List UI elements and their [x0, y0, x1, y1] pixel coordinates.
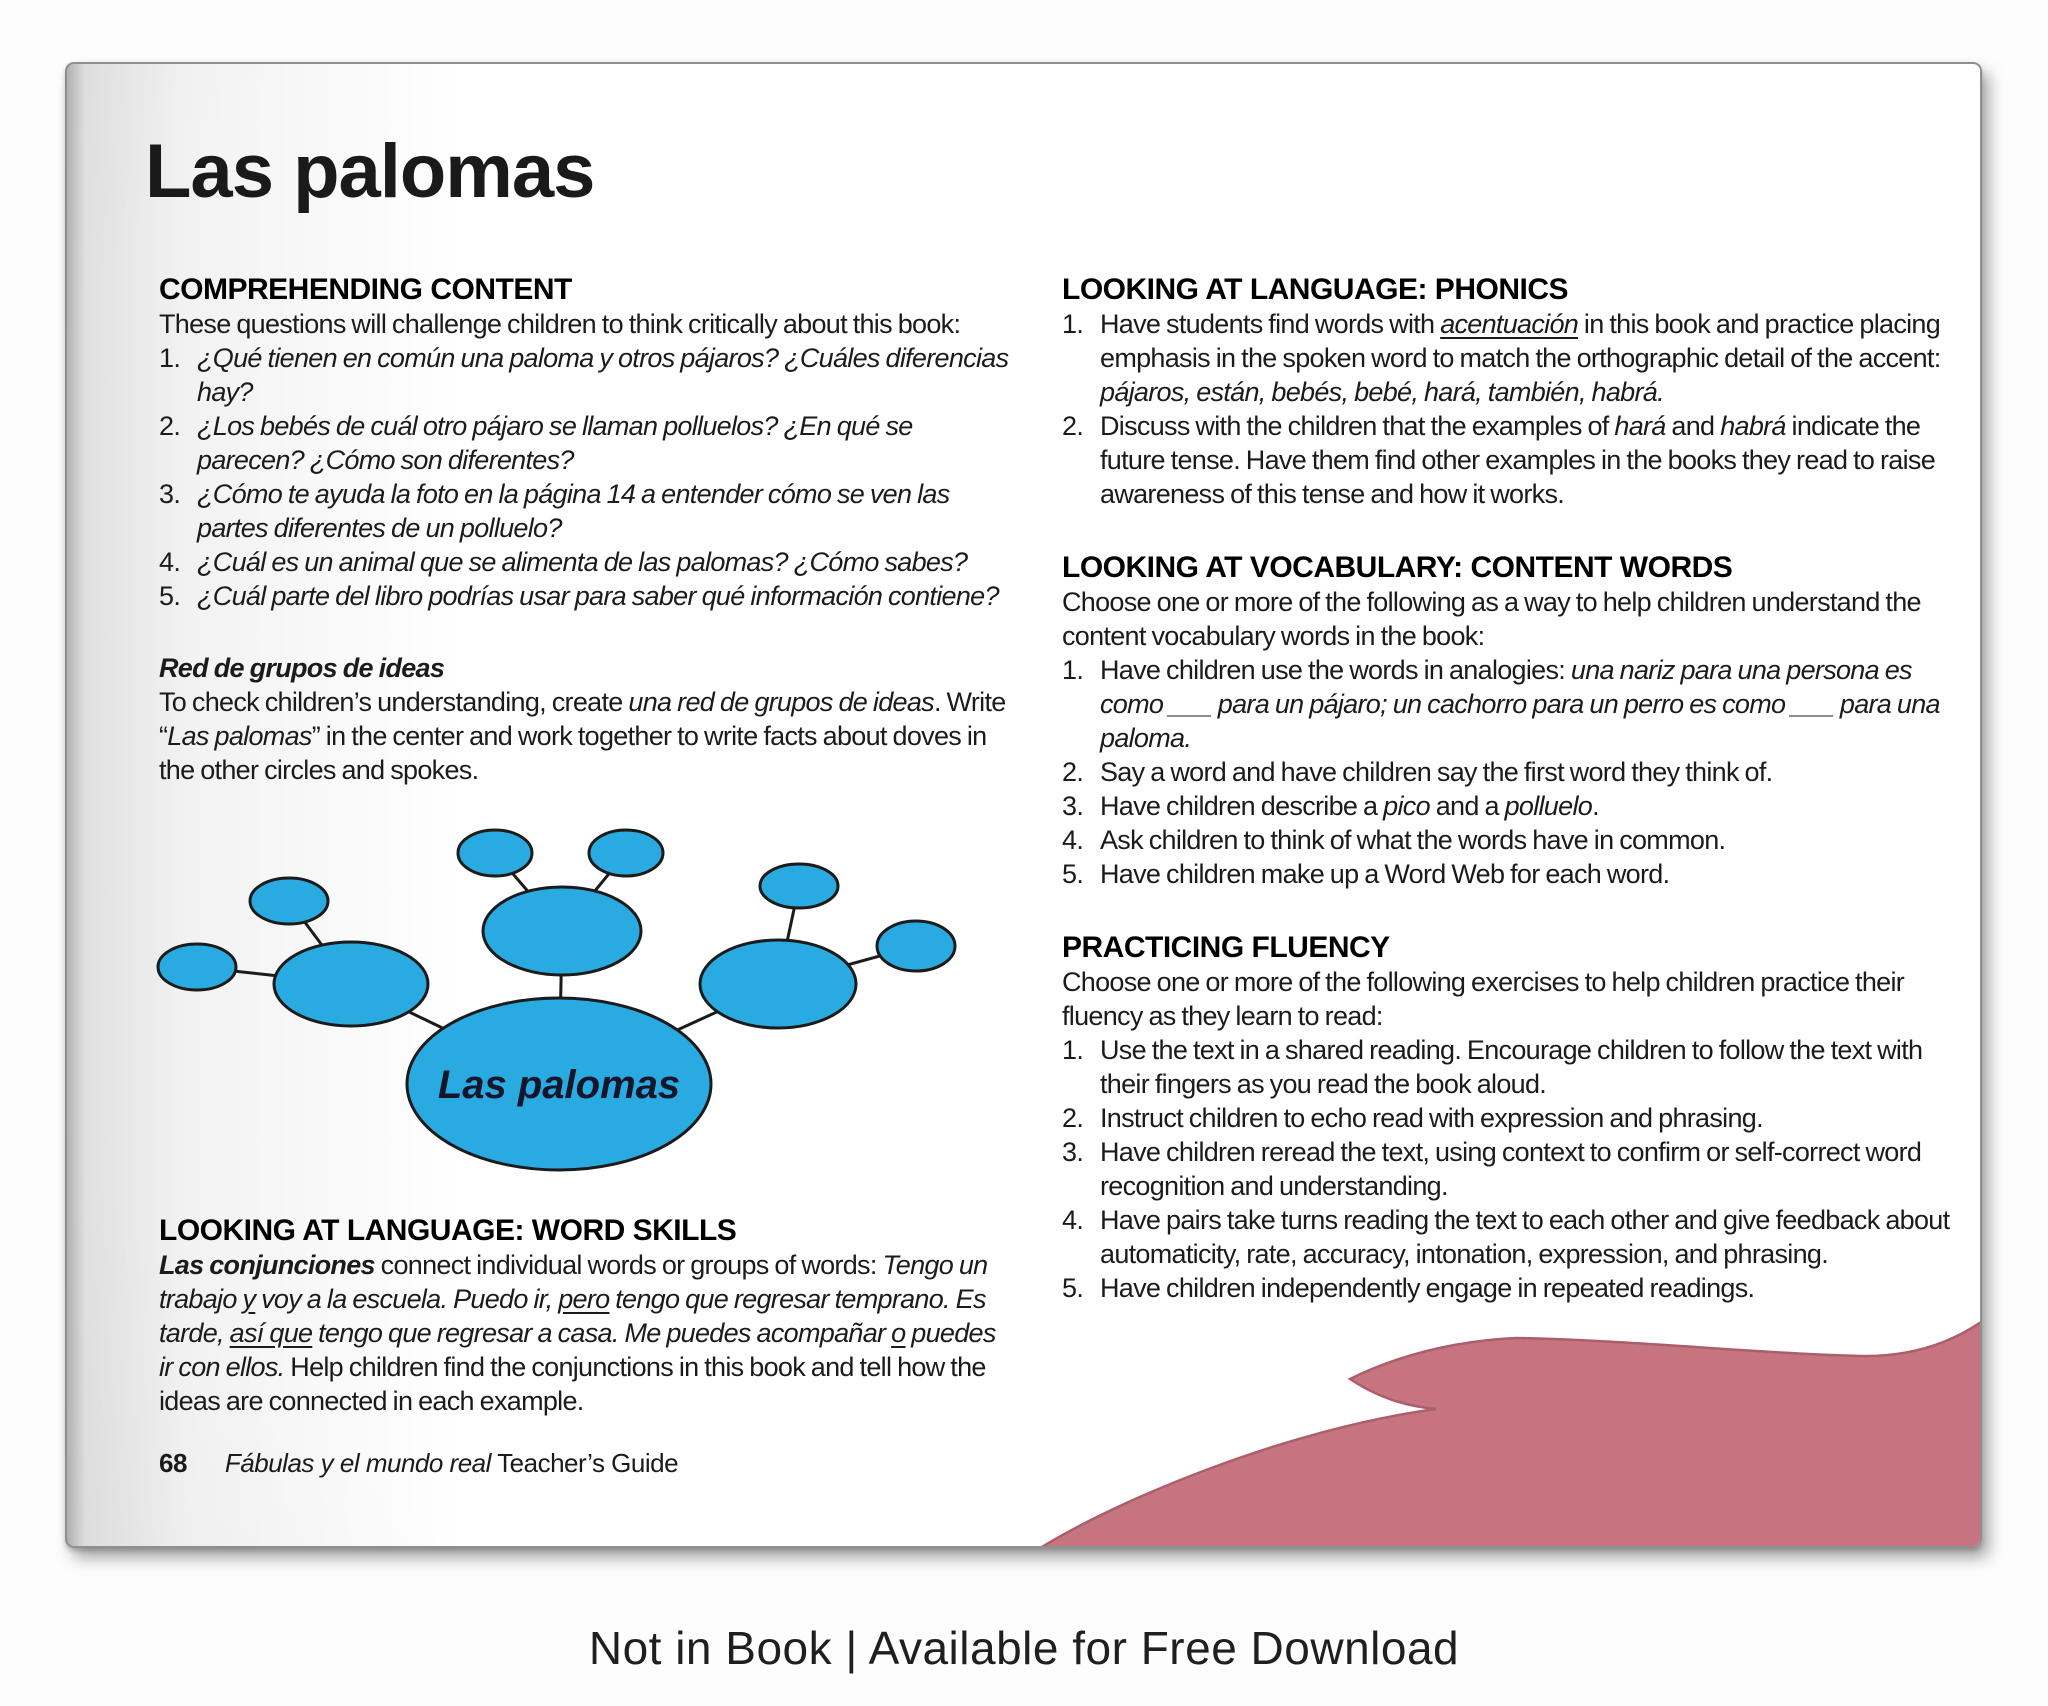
list-item-text: Instruct children to echo read with expression and phrasing.	[1100, 1103, 1763, 1133]
web-node-small	[250, 878, 328, 924]
idea-web-diagram	[142, 817, 982, 1197]
list-item-text: Have children independently engage in repeated readings.	[1100, 1273, 1755, 1303]
vocabulary-list	[1062, 653, 1952, 891]
list-item-text: Say a word and have children say the first word they think of.	[1100, 757, 1773, 787]
list-item-number: 1.	[159, 343, 181, 373]
list-item	[1062, 409, 1952, 511]
list-item-number: 2.	[1062, 411, 1084, 441]
section-fluency	[1062, 931, 1952, 1305]
comprehending-question-list	[159, 341, 1015, 613]
web-node-small	[589, 830, 663, 876]
section-heading: COMPREHENDING CONTENT	[159, 273, 572, 306]
section-word-skills	[159, 1214, 1015, 1418]
list-item-number: 1.	[1062, 655, 1084, 685]
list-item	[159, 579, 1015, 613]
list-item	[1062, 1135, 1952, 1203]
web-of-ideas-paragraph: To check children’s understanding, create una red de grupos de ideas. Write “Las palomas” in the center and work together to write facts about doves in the other circles and spokes.	[159, 687, 1006, 785]
list-item	[1062, 789, 1952, 823]
phonics-list	[1062, 307, 1952, 511]
web-node-branch	[274, 942, 428, 1026]
list-item-number: 4.	[159, 547, 181, 577]
section-heading: LOOKING AT VOCABULARY: CONTENT WORDS	[1062, 551, 1733, 584]
list-item	[1062, 857, 1952, 891]
section-intro: Choose one or more of the following as a way to help children understand the content vocabulary words in the book:	[1062, 587, 1921, 651]
page-title: Las palomas	[145, 129, 595, 214]
section-heading: PRACTICING FLUENCY	[1062, 931, 1390, 964]
sub-heading: Red de grupos de ideas	[159, 653, 445, 683]
list-item-number: 1.	[1062, 309, 1084, 339]
bottom-caption: Not in Book | Available for Free Download	[588, 1622, 1460, 1674]
word-skills-paragraph: Las conjunciones connect individual words or groups of words: Tengo un trabajo y voy a la escuela. Puedo ir, pero tengo que regresar temprano. Es tarde, así que tengo que regresar a casa. Me puedes acompañar o puedes ir con ellos. Help children find the conjunctions in this book and tell how the ideas are connected in each example.	[159, 1250, 996, 1416]
page-footer	[159, 1447, 678, 1479]
list-item-number: 2.	[1062, 1103, 1084, 1133]
list-item-number: 4.	[1062, 825, 1084, 855]
list-item-text: ¿Cuál parte del libro podrías usar para saber qué información contiene?	[197, 581, 999, 611]
list-item-number: 3.	[1062, 791, 1084, 821]
web-center-label: Las palomas	[437, 1063, 681, 1107]
book-title: Fábulas y el mundo real	[224, 1448, 491, 1478]
section-vocabulary	[1062, 551, 1952, 891]
list-item-number: 2.	[1062, 757, 1084, 787]
list-item-text: Have children make up a Word Web for each word.	[1100, 859, 1670, 889]
list-item	[1062, 1033, 1952, 1101]
right-column	[1062, 273, 1952, 1305]
guide-page	[65, 62, 1982, 1548]
web-node-small	[158, 944, 236, 990]
list-item	[159, 477, 1015, 545]
left-column	[159, 273, 1015, 787]
list-item	[159, 409, 1015, 477]
web-node-branch	[483, 887, 641, 975]
list-item-number: 4.	[1062, 1205, 1084, 1235]
list-item	[1062, 823, 1952, 857]
list-item-text: ¿Qué tienen en común una paloma y otros pájaros? ¿Cuáles diferencias hay?	[197, 343, 1009, 407]
list-item-text: Ask children to think of what the words have in common.	[1100, 825, 1726, 855]
web-node-small	[458, 830, 532, 876]
section-phonics	[1062, 273, 1952, 511]
section-intro: These questions will challenge children to think critically about this book:	[159, 309, 961, 339]
web-node-branch	[700, 940, 856, 1028]
section-web-of-ideas	[159, 651, 1015, 787]
list-item	[1062, 307, 1952, 409]
list-item	[1062, 1271, 1952, 1305]
section-comprehending-content	[159, 273, 1015, 613]
list-item-text: Discuss with the children that the examples of hará and habrá indicate the future tense. Have them find other examples in the books they read to raise awareness of this tense and how it works.	[1100, 411, 1936, 509]
list-item-number: 3.	[159, 479, 181, 509]
diagram-nodes	[158, 830, 955, 1170]
list-item-text: ¿Cuál es un animal que se alimenta de las palomas? ¿Cómo sabes?	[197, 547, 968, 577]
list-item-text: Have children describe a pico and a polluelo.	[1100, 791, 1599, 821]
fluency-list	[1062, 1033, 1952, 1305]
list-item-number: 2.	[159, 411, 181, 441]
list-item-number: 1.	[1062, 1035, 1084, 1065]
list-item-text: Have pairs take turns reading the text to each other and give feedback about automaticity, rate, accuracy, intonation, expression, and phrasing.	[1100, 1205, 1950, 1269]
web-node-small	[760, 864, 838, 908]
page-number: 68	[159, 1448, 187, 1478]
list-item-text: ¿Los bebés de cuál otro pájaro se llaman polluelos? ¿En qué se parecen? ¿Cómo son diferentes?	[197, 411, 913, 475]
list-item	[1062, 1203, 1952, 1271]
list-item-text: Have students find words with acentuación in this book and practice placing emphasis in the spoken word to match the orthographic detail of the accent: pájaros, están, bebés, bebé, hará, también, habrá.	[1100, 309, 1941, 407]
list-item-number: 5.	[159, 581, 181, 611]
list-item-number: 3.	[1062, 1137, 1084, 1167]
section-intro: Choose one or more of the following exercises to help children practice their fluency as they learn to read:	[1062, 967, 1905, 1031]
list-item	[1062, 755, 1952, 789]
list-item-number: 5.	[1062, 1273, 1084, 1303]
list-item	[1062, 653, 1952, 755]
list-item-text: Use the text in a shared reading. Encourage children to follow the text with their fingers as you read the book aloud.	[1100, 1035, 1923, 1099]
web-node-small	[877, 921, 955, 971]
list-item	[159, 341, 1015, 409]
list-item-text: ¿Cómo te ayuda la foto en la página 14 a entender cómo se ven las partes diferentes de un polluelo?	[197, 479, 950, 543]
list-item-text: Have children reread the text, using context to confirm or self-correct word recognition and understanding.	[1100, 1137, 1922, 1201]
list-item	[1062, 1101, 1952, 1135]
guide-label: Teacher’s Guide	[497, 1448, 679, 1478]
section-heading: LOOKING AT LANGUAGE: PHONICS	[1062, 273, 1568, 306]
section-heading: LOOKING AT LANGUAGE: WORD SKILLS	[159, 1214, 737, 1247]
list-item	[159, 545, 1015, 579]
list-item-text: Have children use the words in analogies: una nariz para una persona es como ___ para un pájaro; un cachorro para un perro es como ___ para una paloma.	[1100, 655, 1940, 753]
list-item-number: 5.	[1062, 859, 1084, 889]
